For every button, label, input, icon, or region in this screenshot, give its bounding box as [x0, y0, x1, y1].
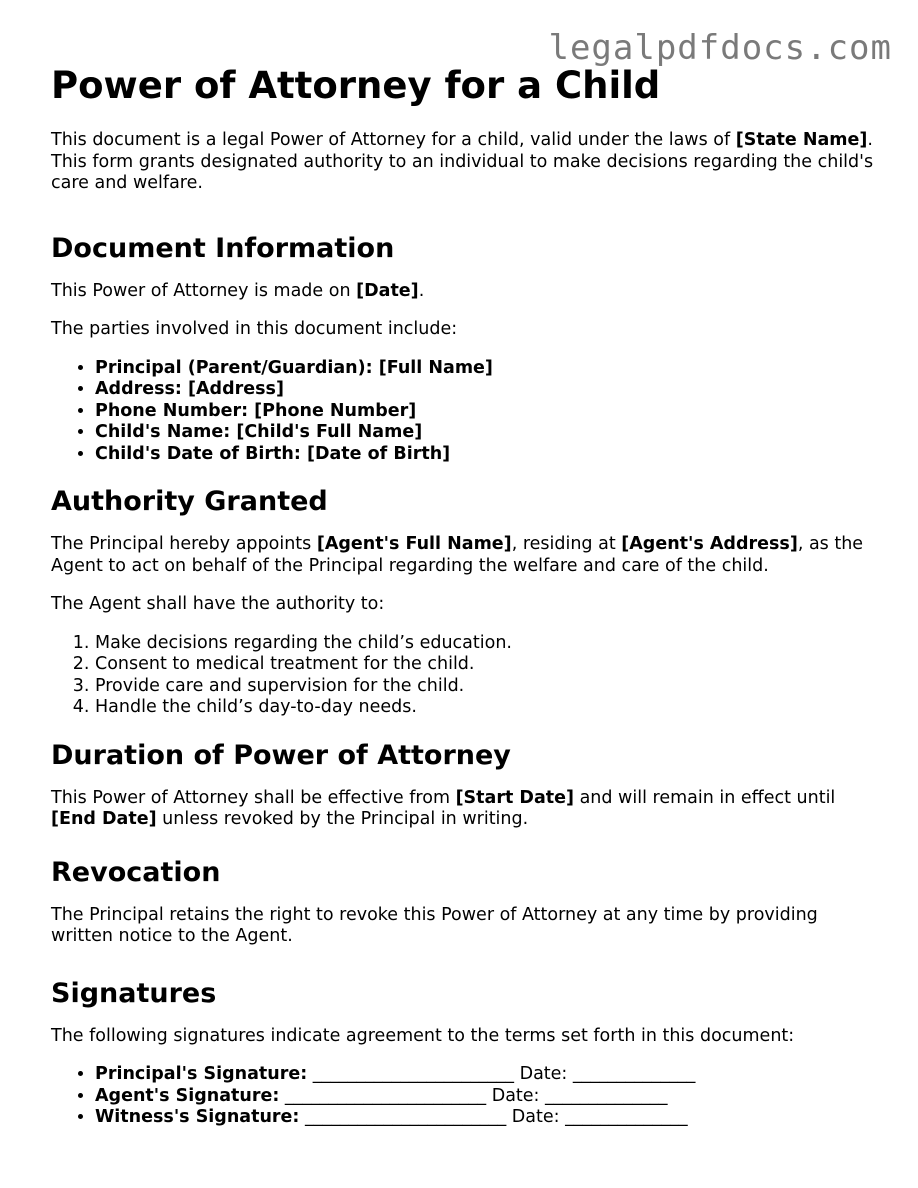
list-item: • Address: [Address] [95, 379, 881, 401]
list-item: • Child's Date of Birth: [Date of Birth] [95, 444, 881, 466]
agent-signature-line[interactable] [95, 1086, 881, 1108]
duration-text-2: and will remain in effect until [574, 787, 836, 808]
watermark: legalpdfdocs.com [548, 28, 892, 68]
date-placeholder: [Date] [356, 280, 419, 301]
list-item: 3. Provide care and supervision for the child. [95, 676, 881, 698]
intro-paragraph [51, 130, 881, 195]
revocation-heading: Revocation [51, 856, 221, 888]
intro-text-1: This document is a legal Power of Attorney for a child, valid under the laws of [51, 130, 736, 150]
signature-label: Witness's Signature: [95, 1107, 300, 1127]
agent-address-placeholder: [Agent's Address] [621, 534, 798, 554]
powers-intro: The Agent shall have the authority to: [51, 594, 385, 614]
signature-label: Agent's Signature: [95, 1085, 280, 1106]
duration-text-1: This Power of Attorney shall be effective from [51, 787, 456, 808]
signature-blank: _______________________ Date: ______________ [299, 1107, 688, 1127]
list-item: • Child's Name: [Child's Full Name] [95, 422, 881, 444]
revocation-paragraph: The Principal retains the right to revoke this Power of Attorney at any time by providing written notice to the Agent. [51, 904, 818, 946]
list-item: 2. Consent to medical treatment for the child. [95, 654, 881, 676]
end-date-placeholder: [End Date] [51, 809, 157, 829]
authority-granted-heading: Authority Granted [51, 486, 328, 517]
signature-label: Principal's Signature: [95, 1064, 308, 1084]
authority-paragraph [51, 534, 881, 577]
authority-text-1: The Principal hereby appoints [51, 534, 317, 554]
authority-text-3: , as the Agent to act on behalf of the Principal regarding the welfare and care of the child. [51, 534, 864, 576]
list-item: • Phone Number: [Phone Number] [95, 401, 881, 423]
principal-signature-line[interactable] [95, 1064, 881, 1086]
document-information-heading: Document Information [51, 232, 395, 264]
duration-heading: Duration of Power of Attorney [51, 739, 511, 771]
powers-list [51, 633, 881, 719]
signatures-intro: The following signatures indicate agreement to the terms set forth in this document: [51, 1025, 795, 1046]
start-date-placeholder: [Start Date] [455, 787, 574, 808]
signatures-list [51, 1064, 881, 1129]
duration-paragraph [51, 788, 881, 831]
list-item: • Principal (Parent/Guardian): [Full Name] [95, 358, 881, 380]
agent-name-placeholder: [Agent's Full Name] [316, 534, 512, 554]
parties-list [51, 358, 881, 466]
list-item: 1. Make decisions regarding the child’s education. [95, 633, 881, 655]
intro-text-2: . This form grants designated authority to an individual to make decisions regarding the child's care and welfare. [51, 130, 874, 193]
made-on-text: This Power of Attorney is made on [51, 280, 357, 301]
signature-blank: _______________________ Date: ______________ [279, 1085, 668, 1106]
document-page [51, 62, 881, 1148]
list-item: 4. Handle the child’s day-to-day needs. [95, 697, 881, 719]
duration-text-3: unless revoked by the Principal in writing. [156, 809, 529, 829]
state-name-placeholder: [State Name] [735, 130, 868, 150]
parties-intro: The parties involved in this document include: [51, 319, 458, 339]
authority-text-2: , residing at [511, 534, 622, 554]
signatures-heading: Signatures [51, 977, 217, 1009]
signature-blank: _______________________ Date: ______________ [307, 1064, 696, 1084]
page-title: Power of Attorney for a Child [51, 64, 661, 107]
made-on-end: . [418, 280, 425, 301]
witness-signature-line[interactable] [95, 1107, 881, 1129]
made-on-paragraph [51, 281, 881, 303]
